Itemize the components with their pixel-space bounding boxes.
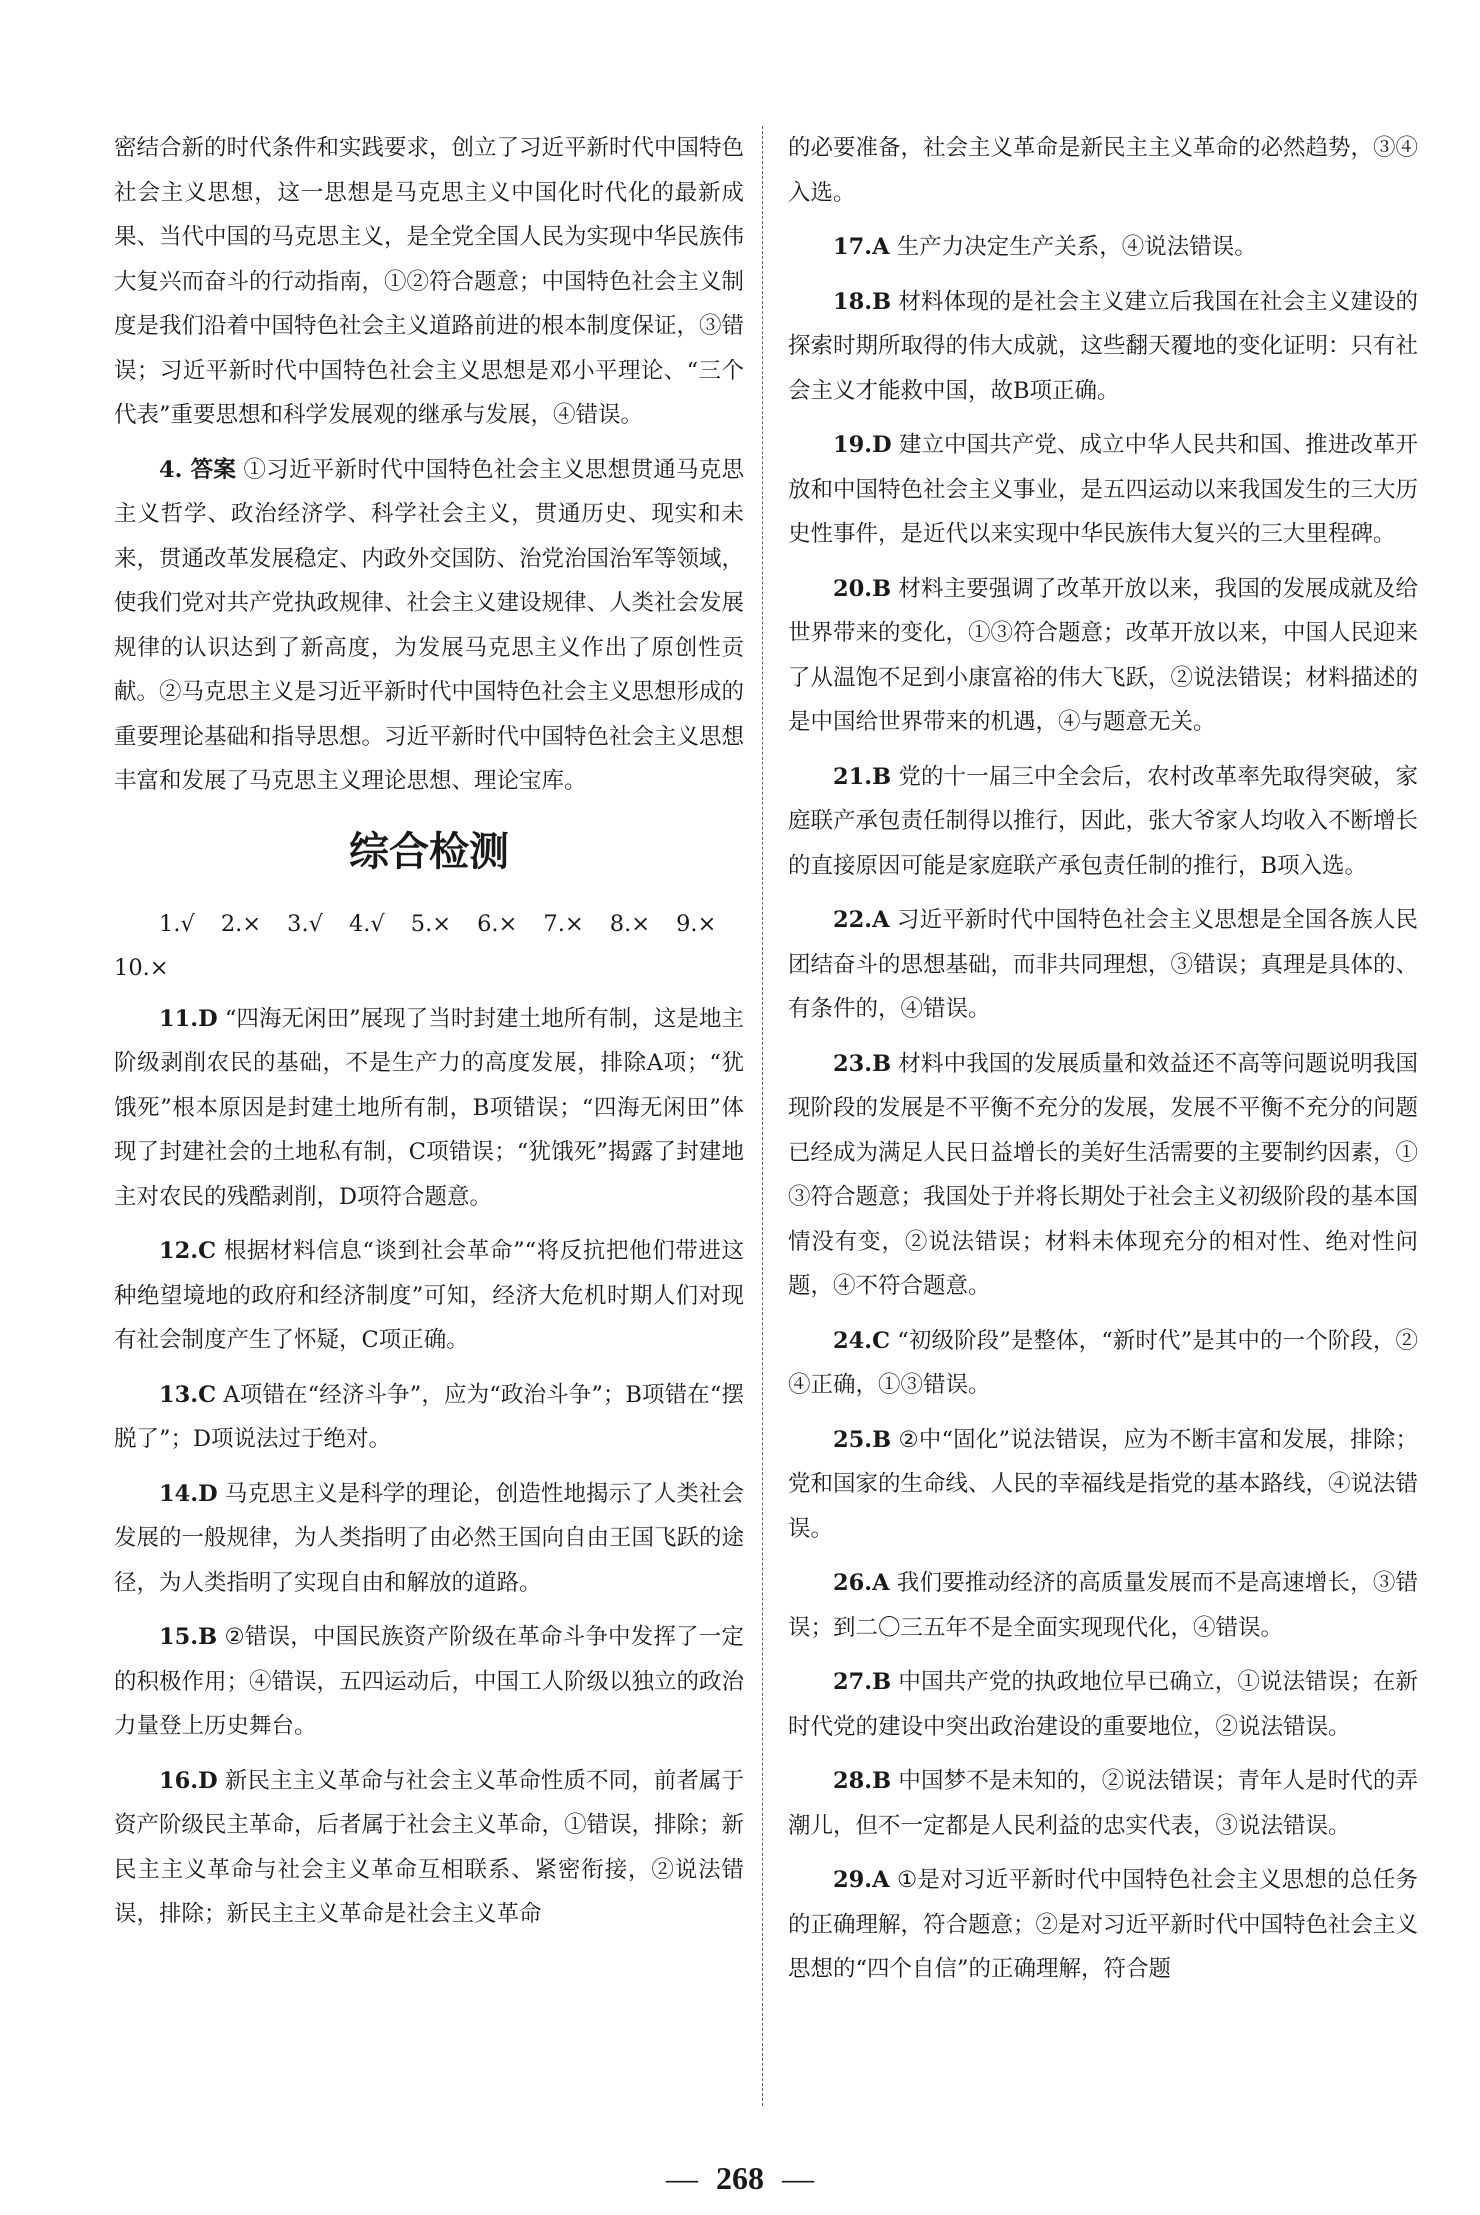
true-false-answers — [114, 902, 744, 991]
page-number-dash-right: — — [782, 2160, 814, 2196]
page-number-dash-left: — — [666, 2160, 698, 2196]
question-number: 15.B — [159, 1624, 218, 1650]
question-number: 11.D — [159, 1005, 218, 1032]
answer-mark: 8.× — [609, 910, 651, 937]
question-number: 18.B — [833, 288, 892, 315]
question-number: 22.A — [833, 907, 890, 933]
question-number: 16.D — [159, 1767, 218, 1794]
question-23: 23.B 材料中我国的发展质量和效益还不高等问题说明我国现阶段的发展是不平衡不充分的发展，发展不平衡不充分的问题已经成为满足人民日益增长的美好生活需要的主要制约因素，①③符合题意；我国处于并将长期处于社会主义初级阶段的基本国情没有变，②说法错误；材料未体现充分的相对性、绝对性问题，④不符合题意。 — [788, 1050, 1419, 1299]
question-14: 14.D 马克思主义是科学的理论，创造性地揭示了人类社会发展的一般规律，为人类指明了由必然王国向自由王国飞跃的途径，为人类指明了实现自由和解放的道路。 — [114, 1480, 745, 1596]
question-number: 24.C — [833, 1327, 891, 1354]
answer-mark: 4.√ — [348, 910, 385, 937]
page-number — [0, 2160, 1480, 2197]
question-12: 12.C 根据材料信息“谈到社会革命”“将反抗把他们带进这种绝望境地的政府和经济制度”可知，经济大危机时期人们对现有社会制度产生了怀疑，C项正确。 — [114, 1238, 744, 1353]
intro-paragraph: 密结合新的时代条件和实践要求，创立了习近平新时代中国特色社会主义思想，这一思想是马克思主义中国化时代化的最新成果、当代中国的马克思主义，是全党全国人民为实现中华民族伟大复兴而奋斗的行动指南，①②符合题意；中国特色社会主义制度是我们沿着中国特色社会主义道路前进的根本制度保证，③错误；习近平新时代中国特色社会主义思想是邓小平理论、“三个代表”重要思想和科学发展观的继承与发展，④错误。 — [114, 135, 745, 428]
question-15: 15.B ②错误，中国民族资产阶级在革命斗争中发挥了一定的积极作用；④错误，五四运动后，中国工人阶级以独立的政治力量登上历史舞台。 — [114, 1624, 745, 1739]
column-divider — [762, 126, 763, 2106]
question-number: 23.B — [833, 1050, 892, 1077]
question-24: 24.C “初级阶段”是整体，“新时代”是其中的一个阶段，②④正确，①③错误。 — [788, 1327, 1418, 1398]
page-number-value: 268 — [716, 2160, 764, 2196]
question-18: 18.B 材料体现的是社会主义建立后我国在社会主义建设的探索时期所取得的伟大成就，这些翻天覆地的变化证明：只有社会主义才能救中国，故B项正确。 — [788, 288, 1419, 404]
answer-mark: 6.× — [477, 910, 518, 937]
question-number: 20.B — [833, 575, 892, 602]
question-17: 17.A 生产力决定生产关系，④说法错误。 — [833, 234, 1257, 260]
question-number: 25.B — [833, 1426, 892, 1453]
question-25: 25.B ②中“固化”说法错误，应为不断丰富和发展，排除；党和国家的生命线、人民的幸福线是指党的基本路线，④说法错误。 — [788, 1426, 1419, 1542]
question-26: 26.A 我们要推动经济的高质量发展而不是高速增长，③错误；到二〇三五年不是全面实现现代化，④错误。 — [788, 1570, 1418, 1641]
question-11: 11.D “四海无闲田”展现了当时封建土地所有制，这是地主阶级剥削农民的基础，不是生产力的高度发展，排除A项；“犹饿死”根本原因是封建土地所有制，B项错误；“四海无闲田”体现了封建社会的土地私有制，C项错误；“犹饿死”揭露了封建地主对农民的残酷剥削，D项符合题意。 — [114, 1005, 744, 1210]
question-number: 17.A — [833, 234, 890, 260]
left-column — [114, 126, 744, 1947]
answer-mark: 10.× — [114, 955, 169, 981]
question-28: 28.B 中国梦不是未知的，②说法错误；青年人是时代的弄潮儿，但不一定都是人民利益的忠实代表，③说法错误。 — [788, 1768, 1418, 1839]
question-number: 19.D — [833, 432, 892, 458]
question-number: 27.B — [833, 1669, 892, 1695]
question-22: 22.A 习近平新时代中国特色社会主义思想是全国各族人民团结奋斗的思想基础，而非共同理想，③错误；真理是具体的、有条件的，④错误。 — [788, 907, 1419, 1022]
question-13: 13.C A项错在“经济斗争”，应为“政治斗争”；B项错在“摆脱了”；D项说法过于绝对。 — [114, 1381, 744, 1452]
answer-mark: 3.√ — [287, 910, 323, 937]
question-16: 16.D 新民主主义革命与社会主义革命性质不同，前者属于资产阶级民主革命，后者属于社会主义革命，①错误，排除；新民主主义革命与社会主义革命互相联系、紧密衔接，②说法错误，排除；新民主主义革命是社会主义革命 — [114, 1767, 745, 1927]
question-number: 28.B — [833, 1768, 892, 1794]
question-number: 29.A — [833, 1867, 890, 1893]
section-title: 综合检测 — [349, 828, 509, 875]
question-20: 20.B 材料主要强调了改革开放以来，我国的发展成就及给世界带来的变化，①③符合题意；改革开放以来，中国人民迎来了从温饱不足到小康富裕的伟大飞跃，②说法错误；材料描述的是中国给世界带来的机遇，④与题意无关。 — [788, 575, 1419, 735]
question-number: 21.B — [833, 763, 892, 790]
right-column — [788, 126, 1418, 2002]
question-19: 19.D 建立中国共产党、成立中华人民共和国、推进改革开放和中国特色社会主义事业，是五四运动以来我国发生的三大历史性事件，是近代以来实现中华民族伟大复兴的三大里程碑。 — [788, 432, 1419, 547]
question-number: 14.D — [159, 1480, 218, 1507]
question-29: 29.A ①是对习近平新时代中国特色社会主义思想的总任务的正确理解，符合题意；②是对习近平新时代中国特色社会主义思想的“四个自信”的正确理解，符合题 — [788, 1867, 1419, 1982]
question-16-continued: 的必要准备，社会主义革命是新民主主义革命的必然趋势，③④入选。 — [788, 135, 1419, 206]
answer-mark: 9.× — [676, 910, 717, 937]
answer-mark: 7.× — [543, 910, 584, 937]
answer-mark: 2.× — [220, 910, 262, 937]
answer-mark: 5.× — [410, 910, 452, 937]
question-4: 4. 答案 ①习近平新时代中国特色社会主义思想贯通马克思主义哲学、政治经济学、科学社会主义，贯通历史、现实和未来，贯通改革发展稳定、内政外交国防、治党治国治军等领域，使我们党对共产党执政规律、社会主义建设规律、人类社会发展规律的认识达到了新高度，为发展马克思主义作出了原创性贡献。②马克思主义是习近平新时代中国特色社会主义思想形成的重要理论基础和指导思想。习近平新时代中国特色社会主义思想丰富和发展了马克思主义理论思想、理论宝库。 — [114, 456, 745, 794]
question-number: 26.A — [833, 1570, 890, 1596]
question-number: 13.C — [159, 1381, 217, 1408]
question-number: 4. 答案 — [159, 456, 237, 483]
question-21: 21.B 党的十一届三中全会后，农村改革率先取得突破，家庭联产承包责任制得以推行，因此，张大爷家人均收入不断增长的直接原因可能是家庭联产承包责任制的推行，B项入选。 — [788, 763, 1419, 879]
answer-mark: 1.√ — [159, 910, 195, 937]
question-number: 12.C — [159, 1238, 217, 1264]
question-27: 27.B 中国共产党的执政地位早已确立，①说法错误；在新时代党的建设中突出政治建设的重要地位，②说法错误。 — [788, 1669, 1418, 1740]
